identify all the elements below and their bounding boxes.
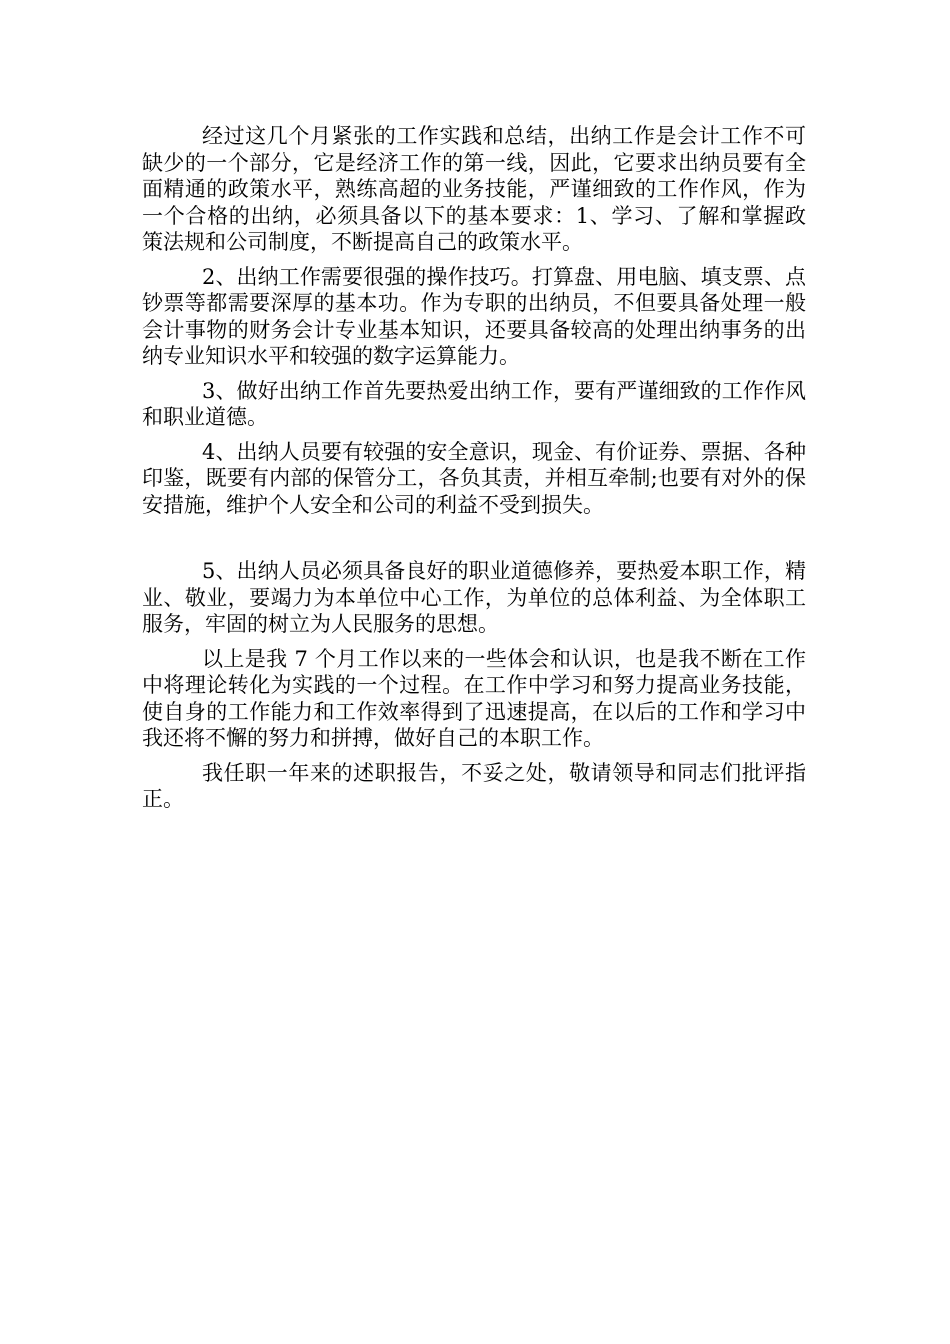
paragraph-item-3: 3、做好出纳工作首先要热爱出纳工作，要有严谨细致的工作作风和职业道德。	[142, 378, 806, 429]
paragraph-item-2: 2、出纳工作需要很强的操作技巧。打算盘、用电脑、填支票、点钞票等都需要深厚的基本功。作为专职的出纳员，不但要具备处理一般会计事物的财务会计专业基本知识，还要具备较高的处理出纳事务的出纳专业知识水平和较强的数字运算能力。	[142, 264, 806, 368]
document-body	[142, 123, 806, 821]
paragraph-summary: 以上是我 7 个月工作以来的一些体会和认识，也是我不断在工作中将理论转化为实践的一个过程。在工作中学习和努力提高业务技能，使自身的工作能力和工作效率得到了迅速提高，在以后的工作和学习中我还将不懈的努力和拼搏，做好自己的本职工作。	[142, 646, 806, 750]
paragraph-closing: 我任职一年来的述职报告，不妥之处，敬请领导和同志们批评指正。	[142, 760, 806, 811]
paragraph-intro: 经过这几个月紧张的工作实践和总结，出纳工作是会计工作不可缺少的一个部分，它是经济工作的第一线，因此，它要求出纳员要有全面精通的政策水平，熟练高超的业务技能，严谨细致的工作作风，作为一个合格的出纳，必须具备以下的基本要求：1、学习、了解和掌握政策法规和公司制度，不断提高自己的政策水平。	[142, 124, 806, 254]
paragraph-item-4: 4、出纳人员要有较强的安全意识，现金、有价证券、票据、各种印鉴，既要有内部的保管分工，各负其责，并相互牵制;也要有对外的保安措施，维护个人安全和公司的利益不受到损失。	[142, 439, 806, 517]
paragraph-item-5: 5、出纳人员必须具备良好的职业道德修养，要热爱本职工作，精业、敬业，要竭力为本单位中心工作，为单位的总体利益、为全体职工服务，牢固的树立为人民服务的思想。	[142, 559, 806, 636]
